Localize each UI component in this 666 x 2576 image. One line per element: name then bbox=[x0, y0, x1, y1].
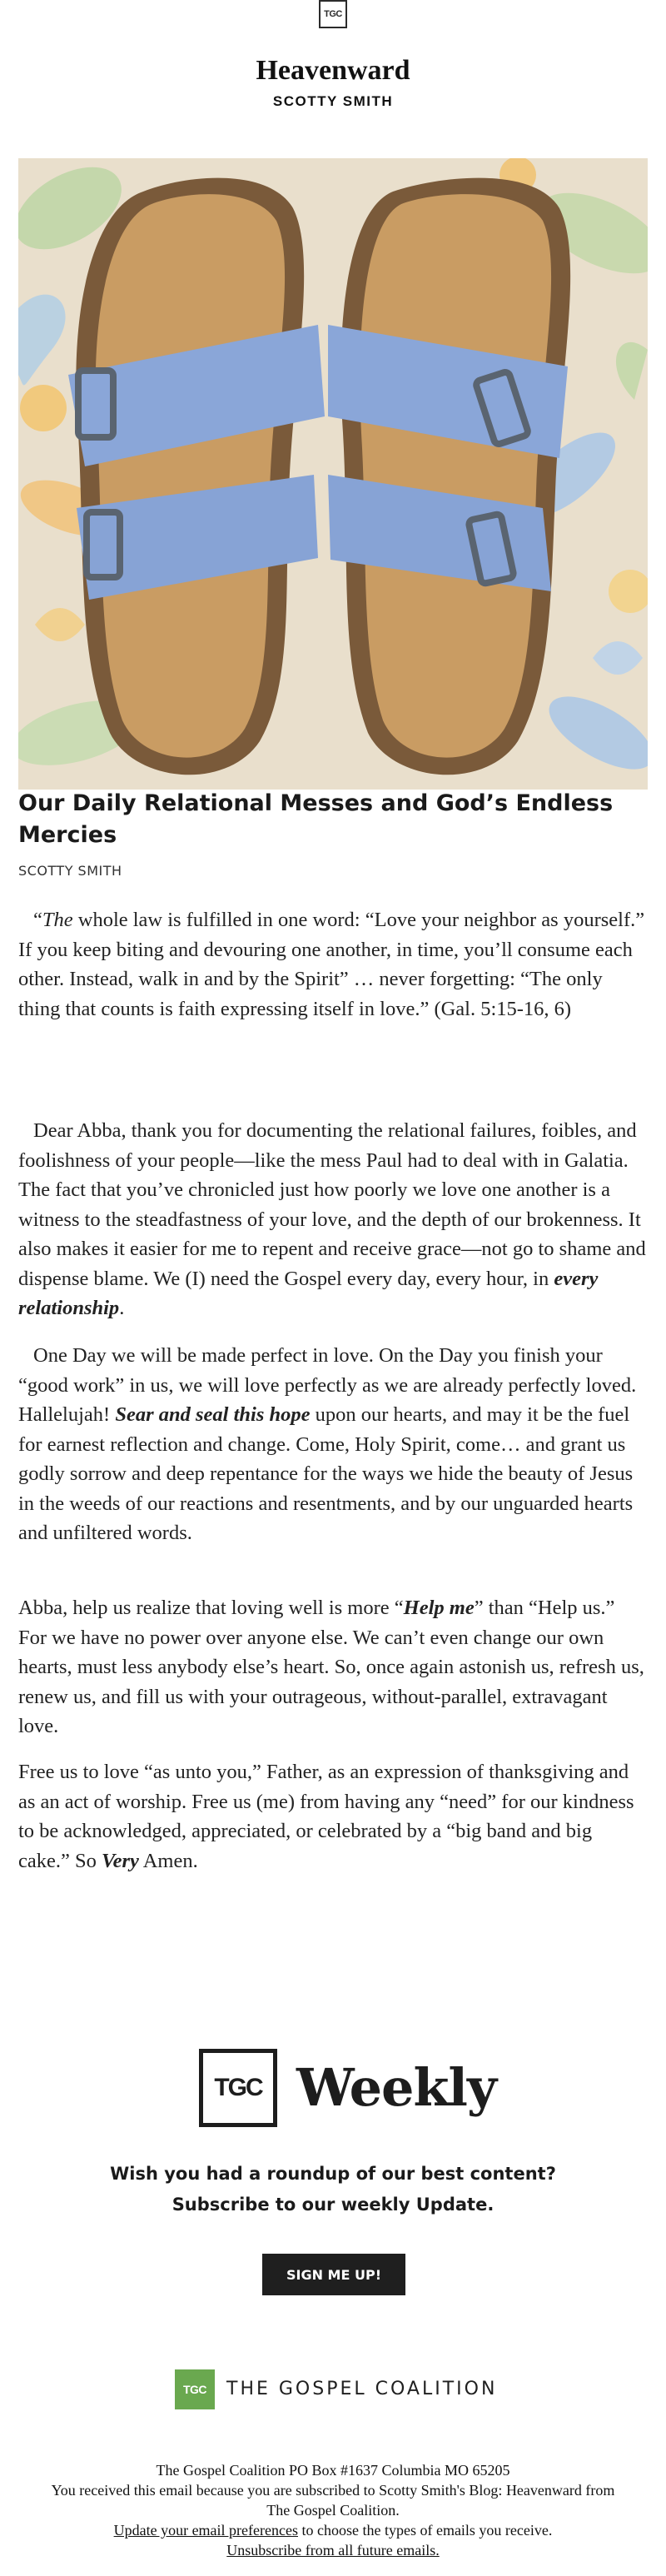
sign-up-button[interactable]: SIGN ME UP! bbox=[262, 2254, 405, 2295]
paragraph-1 bbox=[18, 1116, 648, 1323]
footer-reason: You received this email because you are subscribed to Scotty Smith's Blog: Heavenward from The Gospel Coalition. bbox=[51, 2482, 615, 2519]
post-author: SCOTTY SMITH bbox=[18, 863, 122, 879]
paragraph-2 bbox=[18, 1341, 648, 1548]
p2-text-a: One Day we will be made perfect in love. On the Day you finish your “good work” in us, we will love perfectly as we are already perfectly loved. Hallelujah! bbox=[18, 1344, 637, 1426]
blog-author: SCOTTY SMITH bbox=[272, 93, 394, 109]
hero-image[interactable] bbox=[18, 158, 648, 790]
p2-emph: Sear and seal this hope bbox=[115, 1403, 311, 1426]
tgc-logo[interactable] bbox=[319, 0, 347, 28]
scripture-emph: The bbox=[42, 909, 73, 931]
scripture-text: whole law is fulfilled in one word: “Love your neighbor as yourself.” If you keep biting and devouring one another, in time, you’ll consume each other. Instead, walk in and by the Spirit” … never forgetting: “The only thing that counts is faith expressing itself in love.” (Gal. 5:15-16, 6) bbox=[18, 909, 645, 1020]
promo-line-1: Wish you had a roundup of our best content? bbox=[110, 2164, 556, 2184]
gospel-coalition-logo[interactable] bbox=[175, 2369, 215, 2409]
post-title[interactable]: Our Daily Relational Messes and God’s Endless Mercies bbox=[18, 790, 614, 848]
p3-emph: Help me bbox=[403, 1597, 475, 1619]
footer-logo-text: TGC bbox=[182, 2383, 207, 2396]
paragraph-3 bbox=[18, 1593, 648, 1741]
footer-prefs-rest: to choose the types of emails you receive. bbox=[297, 2522, 553, 2539]
sandals-illustration bbox=[18, 158, 648, 790]
blog-title: Heavenward bbox=[256, 55, 410, 86]
p4-text-a: Free us to love “as unto you,” Father, as an expression of thanksgiving and as an act of worship. Free us (me) from having any “need” for our kindness to be acknowledged, appreciated, or celebrated by a “big band and big cake.” So bbox=[18, 1761, 634, 1872]
p4-text-b: Amen. bbox=[138, 1849, 198, 1872]
paragraph-4 bbox=[18, 1757, 648, 1876]
tgc-logo-text: TGC bbox=[324, 9, 342, 19]
update-preferences-link[interactable]: Update your email preferences bbox=[113, 2522, 298, 2539]
weekly-logo-text: TGC bbox=[214, 2074, 262, 2101]
p3-text-a: Abba, help us realize that loving well is more “ bbox=[18, 1597, 404, 1619]
p1-emph: every relationship bbox=[18, 1267, 599, 1319]
open-quote: “ bbox=[33, 909, 42, 931]
p4-emph: Very bbox=[102, 1849, 139, 1872]
weekly-logo-box[interactable] bbox=[199, 2049, 277, 2127]
footer-address: The Gospel Coalition PO Box #1637 Columbia MO 65205 bbox=[156, 2462, 510, 2479]
p1-text: Dear Abba, thank you for documenting the relational failures, foibles, and foolishness of your people—like the mess Paul had to deal with in Galatia. The fact that you’ve chronicled just how poorly we love one another is a witness to the steadfastness of your love, and the depth of our brokenness. It also makes it easier for me to repent and receive grace—not go to shame and dispense blame. We (I) need the Gospel every day, every hour, in bbox=[18, 1119, 646, 1290]
p3-text-b: ” than “Help us.” For we have no power over anyone else. We can’t even change our own hearts, must less anybody else’s heart. So, once again astonish us, refresh us, renew us, and fill us with your outrageous, without-parallel, extravagant love. bbox=[18, 1597, 644, 1737]
unsubscribe-link[interactable]: Unsubscribe from all future emails. bbox=[226, 2542, 440, 2559]
weekly-promo bbox=[0, 2159, 666, 2220]
promo-line-2: Subscribe to our weekly Update. bbox=[171, 2195, 495, 2215]
footer-prefs-line bbox=[0, 2520, 666, 2540]
gospel-coalition-name[interactable]: THE GOSPEL COALITION bbox=[226, 2379, 498, 2399]
p1-end: . bbox=[119, 1297, 125, 1319]
p2-text-b: upon our hearts, and may it be the fuel for earnest reflection and change. Come, Holy Spirit, come… and grant us godly sorrow and deep repentance for the ways we hide the beauty of Jesus in the weeds of our reactions and resentments, and by our unguarded hearts and unfiltered words. bbox=[18, 1403, 634, 1544]
weekly-wordmark: Weekly bbox=[296, 2057, 497, 2118]
email-footer bbox=[0, 2460, 666, 2560]
scripture-quote bbox=[18, 905, 648, 1024]
